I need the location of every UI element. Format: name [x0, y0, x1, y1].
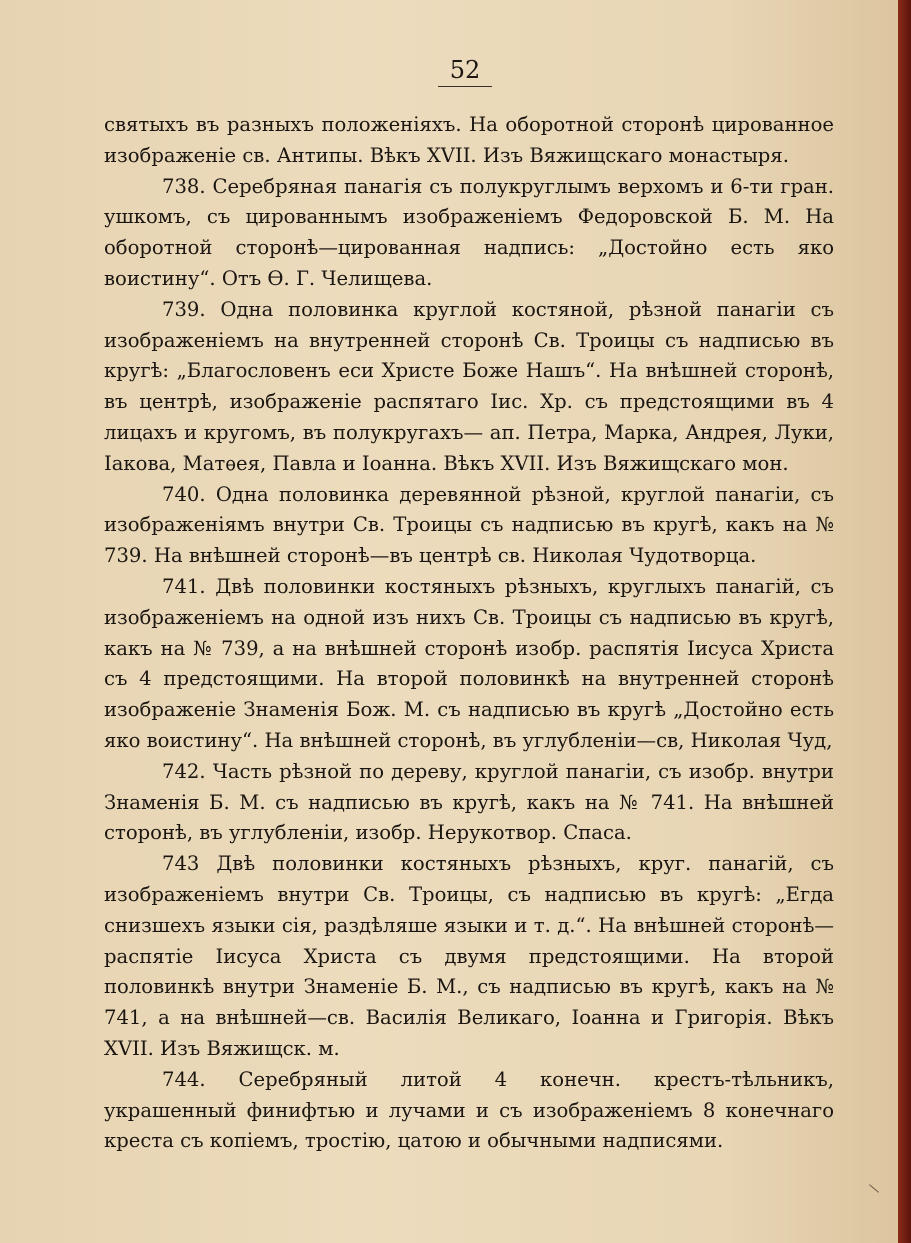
entry-743: 743 Двѣ половинки костяныхъ рѣзныхъ, круг. панагій, съ изображеніемъ внутри Св. Троицы, съ надписью въ кругѣ: „Егда снизшехъ языки сія, раздѣляше языки и т. д.“. На внѣшней сторонѣ—распятіе Іисуса Христа съ двумя предстоящими. На второй половинкѣ внутри Знаменіе Б. М., съ надписью въ кругѣ, какъ на № 741, а на внѣшней—св. Василія Великаго, Іоанна и Григорія. Вѣкъ XVII. Изъ Вяжищск. м. — [104, 852, 834, 1060]
entry-738: 738. Серебряная панагія съ полукруглымъ верхомъ и 6-ти гран. ушкомъ, съ цированнымъ изображеніемъ Федоровской Б. М. На оборотной сторонѣ—цированная надпись: „Достойно есть яко воистину“. Отъ Ѳ. Г. Челищева. — [104, 174, 834, 290]
entry-742: 742. Часть рѣзной по дереву, круглой панагіи, съ изобр. внутри Знаменія Б. М. съ надписью въ кругѣ, какъ на № 741. На внѣшней сторонѣ, въ углубленіи, изобр. Нерукотвор. Спаса. — [104, 759, 834, 845]
entry-741: 741. Двѣ половинки костяныхъ рѣзныхъ, круглыхъ панагій, съ изображеніемъ на одной изъ нихъ Св. Троицы съ надписью въ кругѣ, какъ на № 739, а на внѣшней сторонѣ изобр. распятія Іисуса Христа съ 4 предстоящими. На второй половинкѣ на внутренней сторонѣ изображеніе Знаменія Бож. М. съ надписью въ кругѣ „Достойно есть яко воистину“. На внѣшней сторонѣ, въ углубленіи—св, Николая Чуд, — [104, 574, 834, 752]
page-number-rule — [438, 86, 492, 87]
book-cover-edge — [898, 0, 911, 1243]
entry-739: 739. Одна половинка круглой костяной, рѣзной панагіи съ изображеніемъ на внутренней сторонѣ Св. Троицы съ надписью въ кругѣ: „Благословенъ еси Христе Боже Нашъ“. На внѣшней сторонѣ, въ центрѣ, изображеніе распятаго Іис. Хр. съ предстоящими въ 4 лицахъ и кругомъ, въ полукругахъ— ап. Петра, Марка, Андрея, Луки, Іакова, Матѳея, Павла и Іоанна. Вѣкъ XVII. Изъ Вяжищскаго мон. — [104, 297, 834, 475]
entry-744: 744. Серебряный литой 4 конечн. крестъ-тѣльникъ, украшенный финифтью и лучами и съ изображеніемъ 8 конечнаго креста съ копіемъ, тростію, цатою и обычными надписями. — [104, 1067, 834, 1153]
page-number: 52 — [449, 56, 481, 84]
entry-740: 740. Одна половинка деревянной рѣзной, круглой панагіи, съ изображеніямъ внутри Св. Троицы съ надписью въ кругѣ, какъ на № 739. На внѣшней сторонѣ—въ центрѣ св. Николая Чудотворца. — [104, 482, 834, 568]
page-text — [104, 110, 834, 1157]
pencil-mark — [869, 1184, 879, 1192]
paragraph-continuation: святыхъ въ разныхъ положеніяхъ. На оборотной сторонѣ цированное изображеніе св. Антипы. Вѣкъ XVII. Изъ Вяжищскаго монастыря. — [104, 113, 834, 167]
